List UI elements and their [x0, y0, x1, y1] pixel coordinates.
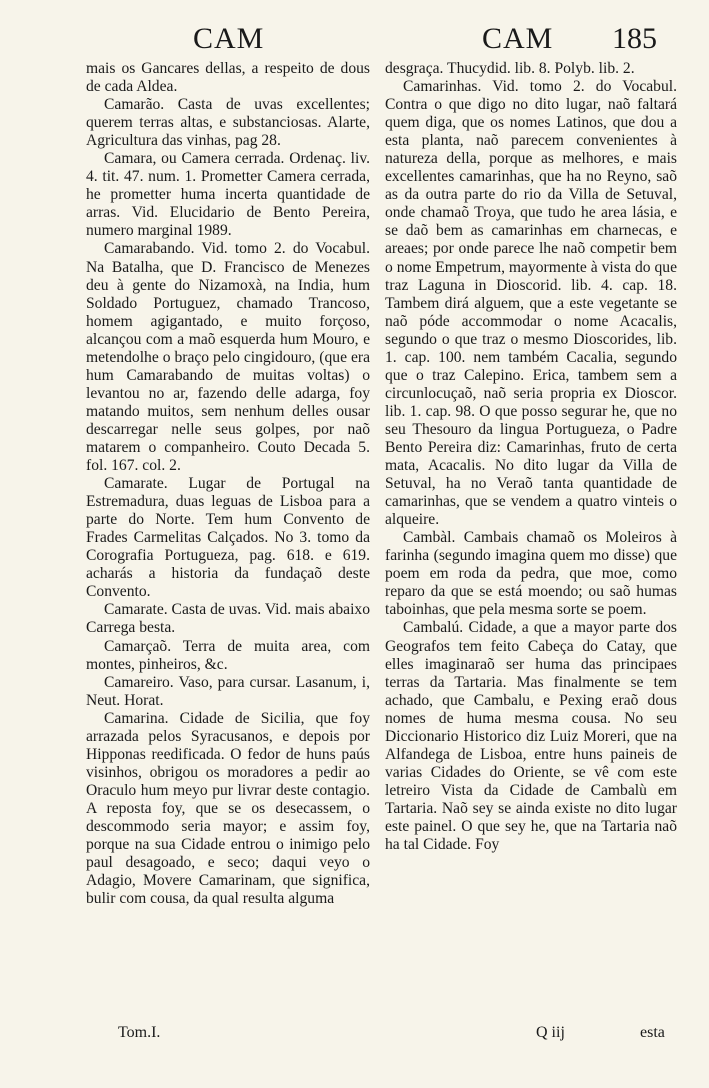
entry-paragraph: Camarate. Lugar de Portugal na Estremadura, duas leguas de Lisboa para a parte do Norte. Tem hum Convento de Frades Carmelitas Calçados. No 3. tomo da Corografia Portugueza, pag. 618. e 619. acharás a historia da fundaçaõ deste Convento. [86, 475, 370, 601]
entry-paragraph: Camarabando. Vid. tomo 2. do Vocabul. Na Batalha, que D. Francisco de Menezes deu à gente do Nizamoxà, na India, hum Soldado Portuguez, chamado Trancoso, homem agigantado, e muito forçoso, alcançou com a maõ esquerda hum Mouro, e metendolhe o braço pelo cingidouro, (que era hum Camarabando de muitas voltas) o levantou no ar, fazendo delle adarga, foy matando muitos, sem nenhum delles ousar descarregar nelle seus golpes, por naõ matarem o companheiro. Couto Decada 5. fol. 167. col. 2. [86, 240, 370, 475]
entry-paragraph: Camara, ou Camera cerrada. Ordenaç. liv. 4. tit. 47. num. 1. Prometter Camera cerrada, he prometter huma incerta quantidade de arras. Vid. Elucidario de Bento Pereira, numero marginal 1989. [86, 150, 370, 240]
running-header [0, 18, 709, 58]
entry-paragraph: mais os Gancares dellas, a respeito de dous de cada Aldea. [86, 60, 370, 96]
signature-mark: Q iij [536, 1024, 565, 1041]
entry-paragraph: desgraça. Thucydid. lib. 8. Polyb. lib. 2. [385, 60, 635, 77]
entry-paragraph: Camarçaõ. Terra de muita area, com montes, pinheiros, &c. [86, 637, 370, 673]
header-right-title: CAM [482, 22, 554, 55]
entry-paragraph: Camarinhas. Vid. tomo 2. do Vocabul. Contra o que digo no dito lugar, naõ faltará quem diga, que os nomes Latinos, que dou a esta planta, naõ parecem convenientes à natureza della, porque as melhores, e mais excellentes camarinhas, que ha no Reyno, saõ as da outra parte do rio da Villa de Setuval, onde chamaõ Troya, que tudo he area lásia, e se daõ bem as camarinhas em charnecas, e areaes; por onde parece lhe naõ competir bem o nome Empetrum, mayormente à vista do que traz Laguna in Dioscorid. lib. 4. cap. 18. Tambem dirá alguem, que a este vegetante se naõ póde accommodar o nome Acacalis, segundo o que traz o mesmo Dioscorides, lib. 1. cap. 100. nem também Cacalia, segundo que o traz Calepino. Erica, tambem sem a circunlocuçaõ, naõ seria propria ex Dioscor. lib. 1. cap. 98. O que posso segurar he, que no seu Thesouro da lingua Portugueza, o Padre Bento Pereira diz: Camarinhas, fruto de certa mata, Acacalis. No dito lugar da Villa de Setuval, ha no Veraõ tanta quantidade de camarinhas, que se vendem a quatro vinteis o alqueire. [385, 78, 677, 529]
entry-paragraph: Cambalú. Cidade, a que a mayor parte dos Geografos tem feito Cabeça do Catay, que elles imaginaraõ ser huma das principaes terras da Tartaria. Mas finalmente se tem achado, que Cambalu, e Pexing eraõ dous nomes de huma mesma cousa. No seu Diccionario Historico diz Luiz Moreri, que na Alfandega de Lisboa, entre huns paineis de varias Cidades do Oriente, se vê com este letreiro Vista da Cidade de Cambalù em Tartaria. Naõ sey se ainda existe no dito lugar este painel. O que sey he, que na Tartaria naõ ha tal Cidade. Foy [385, 619, 677, 854]
entry-paragraph: Camareiro. Vaso, para cursar. Lasanum, i, Neut. Horat. [86, 673, 370, 709]
header-left-title: CAM [193, 22, 265, 55]
entry-paragraph: Cambàl. Cambais chamaõ os Moleiros à farinha (segundo imagina quem mo disse) que poem em roda da pedra, que moe, como reparo da que se está moendo; ou saõ humas taboinhas, que pela mesma sorte se poem. [385, 529, 677, 619]
entry-paragraph: Camarão. Casta de uvas excellentes; querem terras altas, e substanciosas. Alarte, Agricultura das vinhas, pag 28. [86, 96, 370, 150]
right-column [385, 60, 677, 854]
left-column [86, 60, 370, 908]
page-number: 185 [612, 22, 657, 55]
volume-marker: Tom.I. [118, 1024, 161, 1041]
entry-paragraph: Camarina. Cidade de Sicilia, que foy arrazada pelos Syracusanos, e depois por Hipponas reedificada. O fedor de huns paús visinhos, obrigou os moradores a pedir ao Oraculo hum meyo pur livrar deste contagio. A reposta foy, que se os desecassem, o descommodo seria mayor; e assim foy, porque na sua Cidade entrou o inimigo pelo paul desagoado, e seco; daqui veyo o Adagio, Movere Camarinam, que significa, bulir com cousa, da qual resulta alguma [86, 709, 370, 908]
catchword: esta [640, 1024, 665, 1041]
entry-paragraph: Camarate. Casta de uvas. Vid. mais abaixo Carrega besta. [86, 601, 370, 637]
